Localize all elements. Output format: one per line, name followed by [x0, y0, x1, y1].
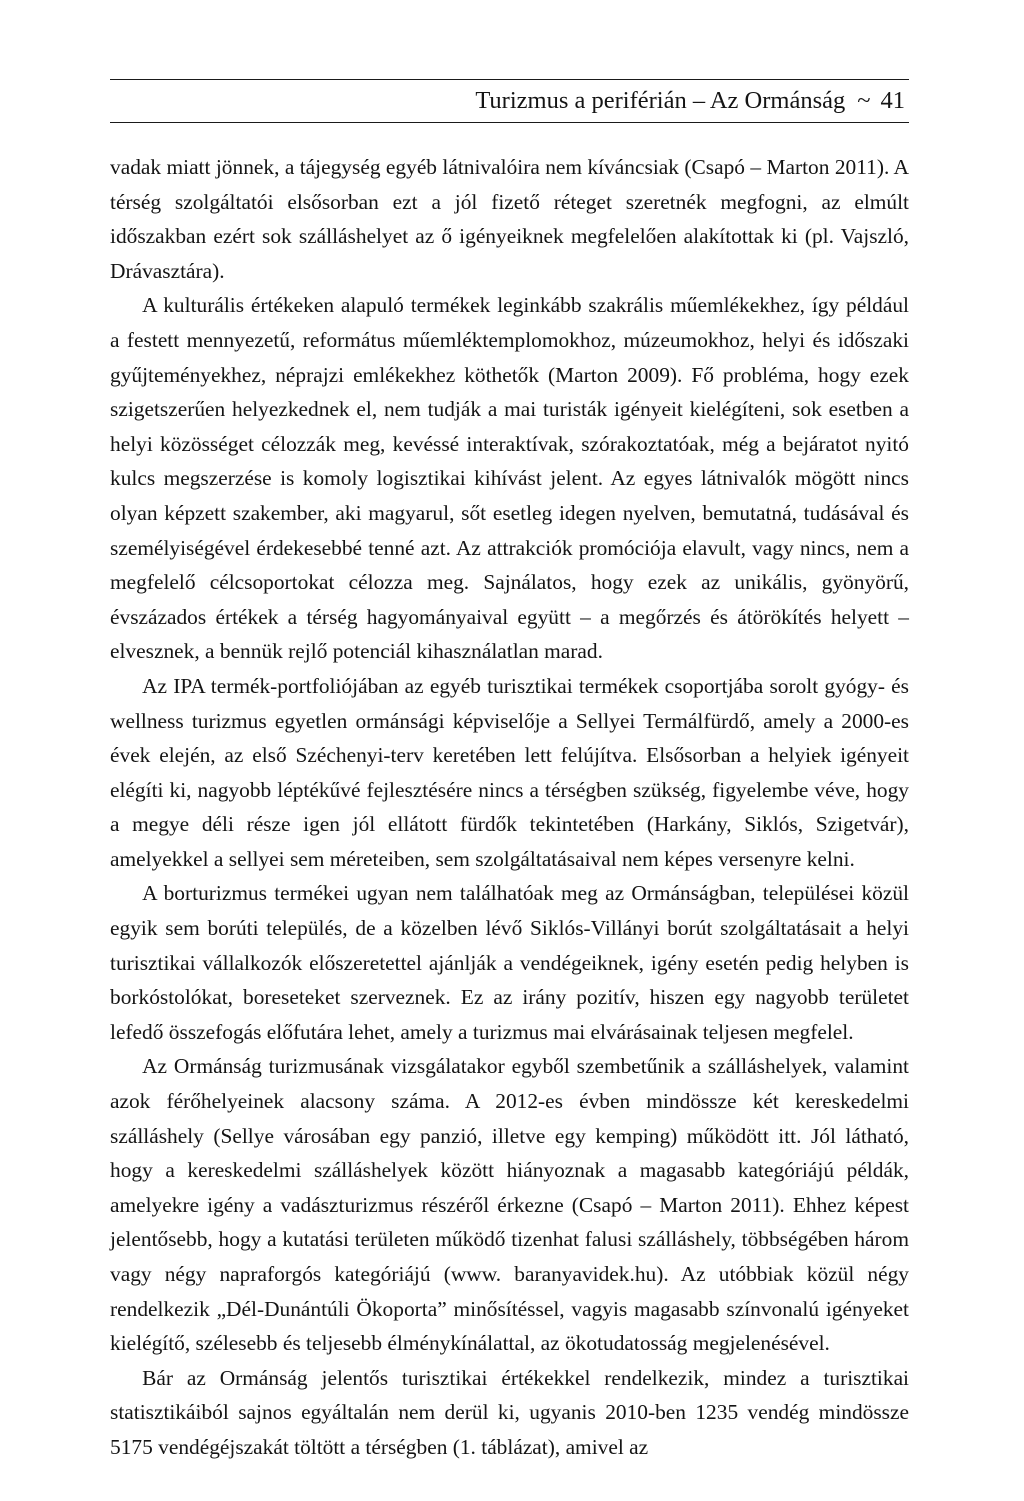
- running-header: [110, 79, 909, 123]
- page-number: 41: [880, 87, 905, 114]
- paragraph-continued: vadak miatt jönnek, a tájegység egyéb látnivalóira nem kíváncsiak (Csapó – Marton 2011). A térség szolgáltatói elsősorban ezt a jól fizető réteget szeretnék megfogni, az elmúlt időszakban ezért sok szálláshelyet az ő igényeiknek megfelelően alakítottak ki (pl. Vajszló, Drávasztára).: [110, 155, 909, 283]
- paragraph-wine-tourism: A borturizmus termékei ugyan nem találhatóak meg az Ormánságban, települései közül egyik sem borúti település, de a közelben lévő Siklós-Villányi borút szolgáltatásait a helyi turisztikai vállalkozók előszeretettel ajánlják a vendégeiknek, igény esetén pedig helyben is borkóstolókat, boreseteket szerveznek. Ez az irány pozitív, hiszen egy nagyobb területet lefedő összefogás előfutára lehet, amely a turizmus mai elvárásainak teljesen megfelel.: [110, 881, 909, 1044]
- running-head-line: [475, 85, 905, 117]
- paragraph-accommodation: Az Ormánság turizmusának vizsgálatakor egyből szembetűnik a szálláshelyek, valamint azok férőhelyeinek alacsony száma. A 2012-es évben mindössze két kereskedelmi szálláshely (Sellye városában egy panzió, illetve egy kemping) működött itt. Jól látható, hogy a kereskedelmi szálláshelyek között hiányoznak a magasabb kategóriájú példák, amelyekre igény a vadászturizmus részéről érkezne (Csapó – Marton 2011). Ehhez képest jelentősebb, hogy a kutatási területen működő tizenhat falusi szálláshely, többségében három vagy négy napraforgós kategóriájú (www. baranyavidek.hu). Az utóbbiak közül négy rendelkezik „Dél-Dunántúli Ökoporta” minősítéssel, vagyis magasabb színvonalú igényeket kielégítő, szélesebb és teljesebb élménykínálattal, az ökotudatosság megjelenésével.: [110, 1054, 909, 1356]
- paragraph-cultural-products: A kulturális értékeken alapuló termékek leginkább szakrális műemlékekhez, így például a festett mennyezetű, református műemléktemplomokhoz, múzeumokhoz, helyi és időszaki gyűjteményekhez, néprajzi emlékekhez köthetők (Marton 2009). Fő probléma, hogy ezek szigetszerűen helyezkednek el, nem tudják a mai turisták igényeit kielégíteni, sok esetben a helyi közösséget célozzák meg, kevéssé interaktívak, szórakoztatóak, még a bejáratot nyitó kulcs megszerzése is komoly logisztikai kihívást jelent. Az egyes látnivalók mögött nincs olyan képzett szakember, aki magyarul, sőt esetleg idegen nyelven, bemutatná, tudásával és személyiségével érdekesebbé tenné azt. Az attrakciók promóciója elavult, vagy nincs, nem a megfelelő célcsoportokat célozza meg. Sajnálatos, hogy ezek az unikális, gyönyörű, évszázados értékek a térség hagyományaival együtt – a megőrzés és átörökítés helyett – elvesznek, a bennük rejlő potenciál kihasználatlan marad.: [110, 293, 909, 664]
- header-separator: ~: [857, 87, 871, 114]
- paragraph-wellness: Az IPA termék-portfoliójában az egyéb turisztikai termékek csoportjába sorolt gyógy- és wellness turizmus egyetlen ormánsági képviselője a Sellyei Termálfürdő, amely a 2000-es évek elején, az első Széchenyi-terv keretében lett felújítva. Elsősorban a helyiek igényeit elégíti ki, nagyobb léptékűvé fejlesztésére nincs a térségben szükség, figyelembe véve, hogy a megye déli része igen jól ellátott fürdők tekintetében (Harkány, Siklós, Szigetvár), amelyekkel a sellyei sem méreteiben, sem szolgáltatásaival nem képes versenyre kelni.: [110, 673, 909, 871]
- body-text: [110, 150, 909, 1465]
- paragraph-statistics: Bár az Ormánság jelentős turisztikai értékekkel rendelkezik, mindez a turisztikai statisztikáiból sajnos egyáltalán nem derül ki, ugyanis 2010-ben 1235 vendég mindössze 5175 vendégéjszakát töltött a térségben (1. táblázat), amivel az: [110, 1365, 909, 1459]
- running-title: Turizmus a periférián – Az Ormánság: [475, 87, 846, 114]
